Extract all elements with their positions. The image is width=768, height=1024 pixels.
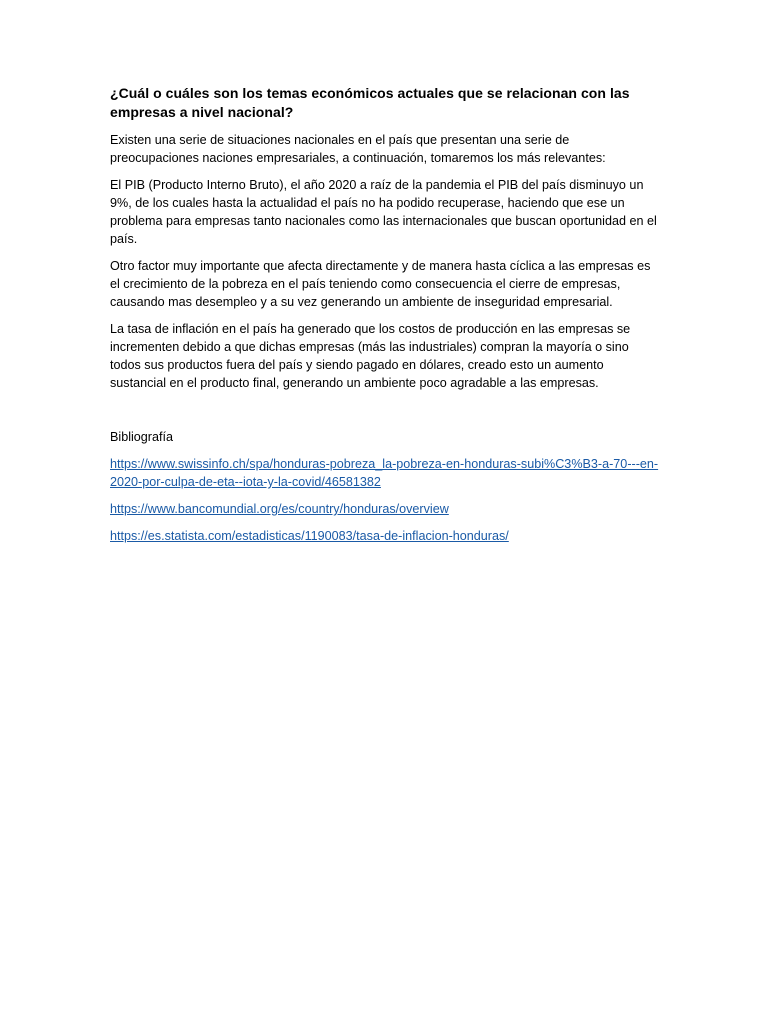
document-heading: ¿Cuál o cuáles son los temas económicos actuales que se relacionan con las empresas a nivel nacional?: [110, 85, 630, 120]
paragraph-inflacion: La tasa de inflación en el país ha generado que los costos de producción en las empresas se incrementen debido a que dichas empresas (más las industriales) compran la mayoría o sino todos sus productos fuera del país y siendo pagado en dólares, creado esto un aumento sustancial en el producto final, generando un ambiente poco agradable a las empresas.: [110, 322, 631, 390]
bibliography-link-bancomundial[interactable]: https://www.bancomundial.org/es/country/honduras/overview: [110, 502, 449, 516]
bibliography-link-statista[interactable]: https://es.statista.com/estadisticas/1190083/tasa-de-inflacion-honduras/: [110, 529, 509, 543]
paragraph-intro: Existen una serie de situaciones nacionales en el país que presentan una serie de preocupaciones naciones empresariales, a continuación, tomaremos los más relevantes:: [110, 133, 606, 165]
bibliography-title: Bibliografía: [110, 430, 174, 444]
bibliography-link-swissinfo[interactable]: https://www.swissinfo.ch/spa/honduras-pobreza_la-pobreza-en-honduras-subi%C3%B3-a-70---en-2020-por-culpa-de-eta--iota-y-la-covid/46581382: [110, 457, 659, 489]
paragraph-pobreza: Otro factor muy importante que afecta directamente y de manera hasta cíclica a las empresas es el crecimiento de la pobreza en el país teniendo como consecuencia el cierre de empresas, causando mas desempleo y a su vez generando un ambiente de inseguridad empresarial.: [110, 259, 651, 309]
document-page: [110, 84, 660, 554]
paragraph-pib: El PIB (Producto Interno Bruto), el año 2020 a raíz de la pandemia el PIB del país disminuyo un 9%, de los cuales hasta la actualidad el país no ha podido recuperase, haciendo que ese un problema para empresas tanto nacionales como las internacionales que buscan oportunidad en el país.: [110, 178, 657, 246]
